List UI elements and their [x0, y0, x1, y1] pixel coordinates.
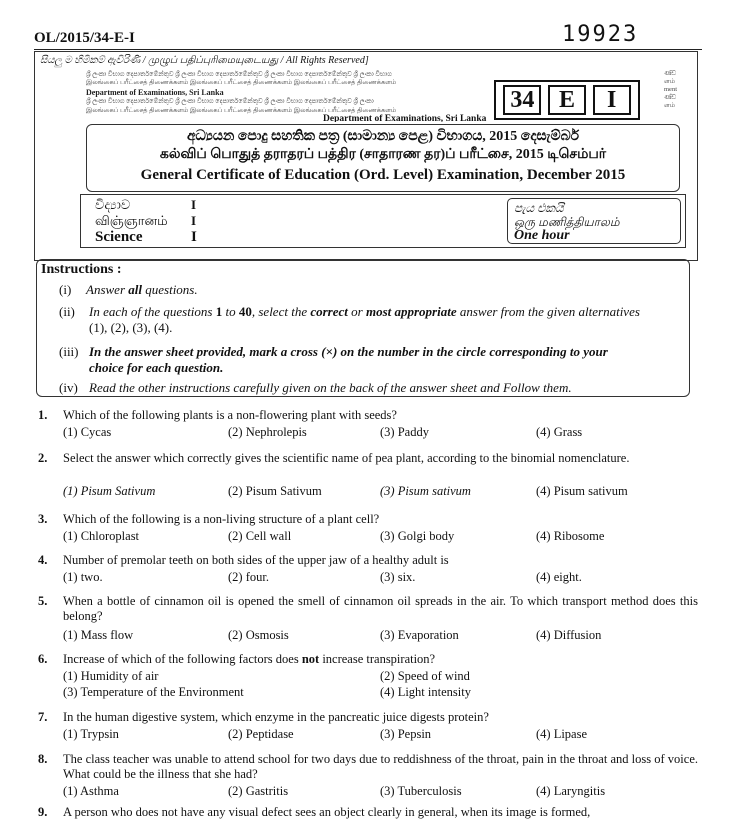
question-number: 7. — [38, 710, 48, 724]
instruction-text: In each of the questions — [89, 304, 216, 319]
instruction-item — [59, 304, 689, 320]
instruction-text: to — [222, 304, 239, 319]
option: (1) Chloroplast — [63, 529, 140, 543]
answer-options — [38, 570, 698, 586]
subject-part: I — [191, 213, 197, 228]
answer-options — [38, 484, 698, 500]
question-number: 5. — [38, 594, 48, 608]
option: (2) Nephrolepis — [228, 425, 307, 439]
question-text: Select the answer which correctly gives the scientific name of pea plant, according to the binomial nomenclature. — [63, 451, 630, 465]
question-number: 1. — [38, 408, 48, 422]
instruction-text: or — [347, 304, 366, 319]
option: (4) Lipase — [536, 727, 588, 741]
instruction-emphasis: most appropriate — [365, 304, 457, 319]
seal-text-line: ශ්‍රී ලංකා විභාග දෙපාර්තමේන්තුව ශ්‍රී ලංකා විභාග දෙපාර්තමේන්තුව ශ්‍රී ලංකා විභාග දෙපාර්තමේන්තුව ශ්‍රී ලංකා විභාග — [86, 71, 392, 78]
question-number: 8. — [38, 752, 48, 766]
option: (2) Speed of wind — [380, 669, 470, 683]
question-text: When a bottle of cinnamon oil is opened the smell of cinnamon oil spreads in the air. To which transport method does this belong? — [63, 594, 698, 623]
code-cell: E — [548, 85, 586, 115]
duration-sinhala: පැය එකයි — [514, 201, 564, 215]
instruction-emphasis: 1 — [215, 304, 223, 319]
instruction-text: In the answer sheet provided, mark a cross (×) on the number in the circle corresponding to your — [89, 344, 608, 359]
answer-options — [38, 727, 698, 743]
option: (1) Trypsin — [63, 727, 119, 741]
option: (2) Pisum Sativum — [228, 484, 322, 498]
question-text: Number of premolar teeth on both sides of the upper jaw of a healthy adult is — [63, 553, 449, 567]
subject-label: Science — [95, 229, 143, 245]
option: (4) Diffusion — [536, 628, 602, 642]
instruction-text: Read the other instructions carefully given on the back of the answer sheet and Follow them. — [89, 380, 572, 395]
option: (4) Light intensity — [380, 685, 471, 699]
seal-text-line: ශ්‍රී ලංකා විභාග දෙපාර්තමේන්තුව ශ්‍රී ලංකා විභාග දෙපාර්තමේන්තුව ශ්‍රී ලංකා විභාග දෙපාර්තමේන්තුව ශ්‍රී ලංකා — [86, 98, 374, 105]
option: (3) Paddy — [380, 425, 429, 439]
instruction-text: , select the — [251, 304, 311, 319]
option: (2) four. — [228, 570, 269, 584]
exam-title-box — [86, 124, 680, 192]
option: (1) Cycas — [63, 425, 112, 439]
option: (3) Evaporation — [380, 628, 459, 642]
question-text: Which of the following is a non-living structure of a plant cell? — [63, 512, 380, 526]
answer-options — [38, 784, 698, 800]
subject-label: විද්‍යාව — [95, 197, 131, 212]
title-english: General Certificate of Education (Ord. Level) Examination, December 2015 — [140, 167, 626, 183]
department-line: Department of Examinations, Sri Lanka — [86, 88, 224, 97]
instruction-continuation: choice for each question. — [89, 360, 224, 375]
answer-options — [38, 669, 698, 685]
option: (1) Asthma — [63, 784, 119, 798]
option: (4) Pisum sativum — [536, 484, 628, 498]
subject-box — [80, 194, 686, 248]
instruction-emphasis: all — [128, 282, 142, 297]
option: (2) Osmosis — [228, 628, 289, 642]
option: (3) Pisum sativum — [380, 484, 471, 498]
duration-tamil: ஒரு மணித்தியாலம் — [514, 215, 620, 229]
instructions-title: Instructions : — [41, 262, 122, 277]
option: (1) two. — [63, 570, 103, 584]
answer-options — [38, 628, 698, 644]
question — [38, 805, 698, 820]
option: (4) Ribosome — [536, 529, 605, 543]
option: (3) Tuberculosis — [380, 784, 462, 798]
title-sinhala: අධ්‍යයන පොදු සහතික පත්‍ර (සාමාන්‍ය පෙළ) විභාගය, 2015 දෙසැම්බර් — [186, 129, 580, 144]
option: (3) six. — [380, 570, 416, 584]
title-tamil: கல்விப் பொதுத் தராதரப் பத்திர (சாதாரண தர)ப் பரீட்சை, 2015 டிசெம்பர் — [159, 147, 607, 162]
instruction-number: (iv) — [59, 380, 78, 395]
instruction-emphasis: correct — [310, 304, 348, 319]
question-number: 4. — [38, 553, 48, 567]
instruction-number: (ii) — [59, 304, 75, 319]
question-number: 9. — [38, 805, 48, 819]
instruction-emphasis: 40 — [238, 304, 252, 319]
subject-part: I — [191, 229, 197, 245]
option: (4) eight. — [536, 570, 582, 584]
option: (1) Mass flow — [63, 628, 134, 642]
seal-text-line: இலங்கைப் பரீட்சைத் திணைக்களம் இலங்கைப் பரீட்சைத் திணைக்களம் இலங்கைப் பரீட்சைத் திணைக்களம் — [86, 107, 397, 114]
instruction-item — [59, 282, 198, 298]
paper-code-box — [494, 80, 640, 120]
code-cell: 34 — [503, 85, 541, 115]
option: (3) Pepsin — [380, 727, 432, 741]
option: (3) Temperature of the Environment — [63, 685, 244, 699]
subject-label: விஞ்ஞானம் — [95, 213, 168, 228]
department-stamp: Department of Examinations, Sri Lanka — [323, 114, 487, 122]
question-number: 3. — [38, 512, 48, 526]
question-text: Which of the following plants is a non-flowering plant with seeds? — [63, 408, 397, 422]
option: (1) Pisum Sativum — [63, 484, 156, 498]
question-text-part: increase transpiration? — [319, 652, 436, 666]
subject-labels — [95, 197, 197, 245]
paper-code: OL/2015/34-E-I — [34, 30, 135, 46]
instruction-item — [59, 344, 689, 360]
question-number: 2. — [38, 451, 48, 465]
option: (4) Grass — [536, 425, 583, 439]
question-text: The class teacher was unable to attend school for two days due to reddishness of the throat, pain in the throat and loss of voice. What could be the illness that she had? — [63, 752, 698, 781]
option: (2) Gastritis — [228, 784, 289, 798]
question-text: In the human digestive system, which enzyme in the pancreatic juice digests protein? — [63, 710, 489, 724]
instruction-continuation: (1), (2), (3), (4). — [89, 320, 173, 335]
question-number: 6. — [38, 652, 48, 666]
instructions-box — [36, 259, 690, 397]
subject-part: I — [191, 197, 197, 212]
instruction-text: Answer — [86, 282, 129, 297]
instruction-text: questions. — [142, 282, 198, 297]
rights-line: සියලු ම හිමිකම් ඇවිරිණි / முழுப் பதிப்புரிமையுடையது / All Rights Reserved] — [40, 55, 369, 66]
top-rule — [34, 49, 702, 50]
answer-options — [38, 529, 698, 545]
code-cell: I — [593, 85, 631, 115]
instruction-number: (iii) — [59, 344, 79, 359]
question-text — [63, 652, 698, 667]
option: (2) Peptidase — [228, 727, 294, 741]
answer-options — [38, 425, 698, 441]
option: (1) Humidity of air — [63, 669, 159, 683]
instruction-number: (i) — [59, 282, 72, 297]
seal-text-line: இலங்கைப் பரீட்சைத் திணைக்களம் இலங்கைப் பரீட்சைத் திணைக்களம் இலங்கைப் பரீட்சைத் திணைக்களம் — [86, 79, 397, 86]
document-number: 19923 — [562, 22, 639, 47]
question-emphasis: not — [301, 652, 320, 666]
question-text-part: Increase of which of the following factors does — [63, 652, 302, 666]
instruction-item — [59, 380, 689, 396]
option: (2) Cell wall — [228, 529, 292, 543]
question-text: A person who does not have any visual defect sees an object clearly in general, when its image is formed, — [63, 805, 591, 819]
option: (3) Golgi body — [380, 529, 455, 543]
duration-box — [507, 198, 681, 244]
option: (4) Laryngitis — [536, 784, 606, 798]
answer-options — [38, 685, 698, 701]
instruction-text: answer from the given alternatives — [456, 304, 640, 319]
duration-english: One hour — [514, 228, 570, 243]
seal-band-right: ණ්ඩ ளம் ment ණ්ඩ ளம் — [664, 70, 677, 109]
